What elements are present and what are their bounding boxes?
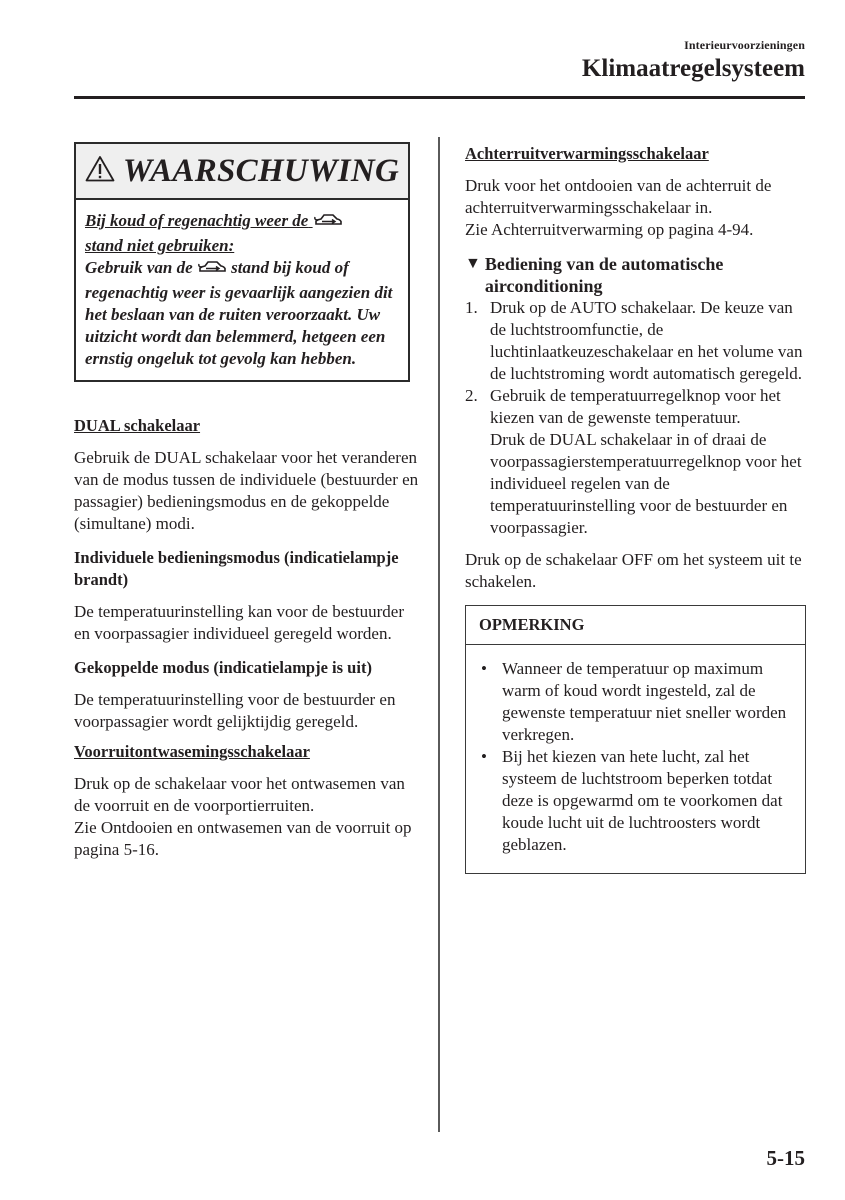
- warning-header: [76, 144, 408, 200]
- note-bullet: [478, 658, 797, 746]
- off-text: Druk op de schakelaar OFF om het systeem uit te schakelen.: [465, 550, 802, 591]
- note-box: [465, 605, 806, 874]
- warning-text: [85, 257, 400, 370]
- windshield-text: Druk op de schakelaar voor het ontwasemen van de voorruit en de voorportierruiten.: [74, 774, 405, 815]
- step-text-extra: Druk de DUAL schakelaar in of draai de voorpassagierstemperatuurregelknop voor het individueel regelen van de temperatuurinstelling voor de bestuurder en voorpassagier.: [490, 430, 802, 537]
- warning-body: [76, 200, 408, 380]
- auto-heading-text: Bediening van de automatische airconditioning: [484, 254, 724, 296]
- running-header: [582, 38, 805, 84]
- individual-text: De temperatuurinstelling kan voor de bestuurder en voorpassagier individueel geregeld worden.: [74, 602, 404, 643]
- section-label: Interieurvoorzieningen: [684, 38, 805, 52]
- column-divider: [438, 137, 440, 1132]
- note-bullet-text: Wanneer de temperatuur op maximum warm of koud wordt ingesteld, zal de gewenste temperatuur niet sneller worden verkregen.: [502, 659, 787, 744]
- car-recirculation-icon: [313, 213, 343, 235]
- warning-box: [74, 142, 410, 382]
- windshield-heading: Voorruitontwasemingsschakelaar: [74, 742, 310, 761]
- step-number: 1.: [465, 298, 478, 317]
- car-recirculation-icon: [197, 260, 227, 282]
- step-text: Gebruik de temperatuurregelknop voor het kiezen van de gewenste temperatuur.: [490, 386, 781, 427]
- left-column: [74, 142, 419, 861]
- bullet-dot-icon: •: [481, 747, 487, 766]
- rear-text: Druk voor het ontdooien van de achterruit de achterruitverwarmingsschakelaar in.: [465, 176, 772, 217]
- step-number: 2.: [465, 386, 478, 405]
- header-rule: [74, 96, 805, 99]
- windshield-reference: Zie Ontdooien en ontwasemen van de voorruit op pagina 5-16.: [74, 818, 412, 859]
- step-text: Druk op de AUTO schakelaar. De keuze van de luchtstroomfunctie, de luchtinlaatkeuzeschakelaar en het volume van de luchtstroming wordt automatisch geregeld.: [490, 298, 803, 383]
- linked-text: De temperatuurinstelling voor de bestuurder en voorpassagier wordt gelijktijdig geregeld.: [74, 690, 396, 731]
- warning-triangle-icon: [85, 155, 115, 187]
- warning-title: WAARSCHUWING: [122, 152, 400, 189]
- page-number: 5-15: [766, 1146, 805, 1170]
- auto-steps: [465, 297, 810, 539]
- step-text-group: [490, 385, 810, 539]
- individual-heading: Individuele bedieningsmodus (indicatielampje brandt): [74, 548, 399, 589]
- right-column: [465, 143, 810, 874]
- step-item: [465, 297, 810, 385]
- note-bullet: [478, 746, 797, 856]
- triangle-marker-icon: ▼: [465, 255, 481, 272]
- step-item: [465, 385, 810, 539]
- dual-text: Gebruik de DUAL schakelaar voor het veranderen van de modus tussen de individuele (bestuurder en passagier) bedieningsmodus en de gekoppelde (simultane) modi.: [74, 448, 419, 533]
- rear-reference: Zie Achterruitverwarming op pagina 4-94.: [465, 220, 754, 239]
- page-title: Klimaatregelsysteem: [581, 55, 805, 82]
- warning-text-suffix: stand bij koud of regenachtig weer is gevaarlijk aangezien dit het beslaan van de ruiten veroorzaakt. Uw uitzicht wordt dan belemmerd, hetgeen een ernstig ongeluk tot gevolg kan hebben.: [85, 258, 393, 368]
- dual-heading: DUAL schakelaar: [74, 416, 201, 435]
- linked-heading: Gekoppelde modus (indicatielampje is uit): [74, 658, 372, 677]
- warning-lead: [85, 210, 400, 257]
- warning-text-prefix: Gebruik van de: [85, 258, 193, 277]
- note-heading: OPMERKING: [466, 606, 805, 645]
- auto-heading: [465, 253, 810, 297]
- rear-heading: Achterruitverwarmingsschakelaar: [465, 144, 709, 163]
- note-body: [466, 645, 805, 873]
- note-bullet-text: Bij het kiezen van hete lucht, zal het systeem de luchtstroom beperken totdat deze is opgewarmd om te voorkomen dat koude lucht uit de luchtroosters wordt geblazen.: [502, 747, 783, 854]
- warning-lead-text: Bij koud of regenachtig weer de: [85, 211, 309, 230]
- warning-lead-text-2: stand niet gebruiken:: [85, 236, 235, 255]
- bullet-dot-icon: •: [481, 659, 487, 678]
